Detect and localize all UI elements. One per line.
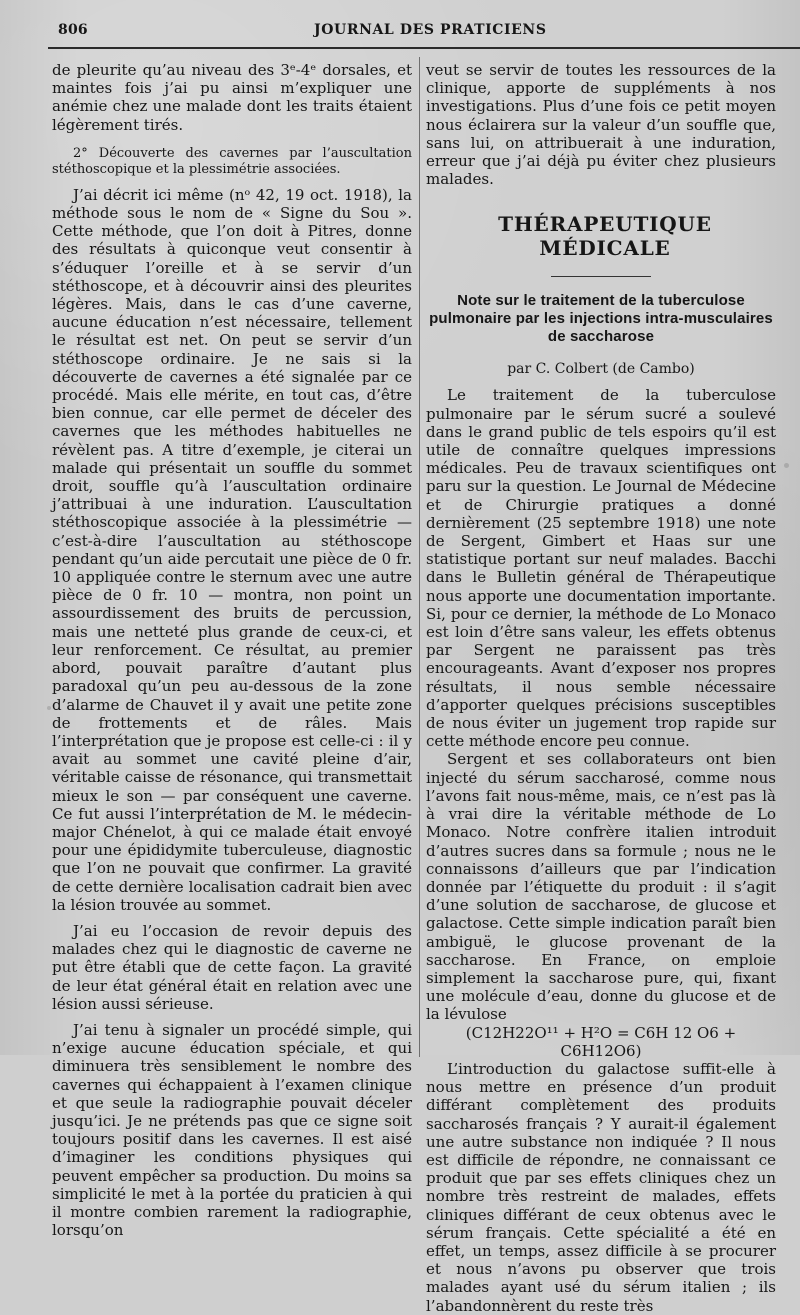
chemical-formula: (C12H22O¹¹ + H²O = C6H 12 O6 + C6H12O6) — [465, 1023, 737, 1060]
paper-spot — [47, 706, 51, 710]
method-paragraph: J’ai décrit ici même (nᵒ 42, 19 oct. 1918), la méthode sous le nom de « Signe du Sou ». Cette méthode, que l’on doit à Pitres, donne des résultats à quiconque veut consentir à s’éduquer l’oreille et à se servir d’un stéthoscope, et à découvrir ainsi des pleurites légères. Mais, dans le cas d’une caverne, aucune éducation n’est nécessaire, tellement le résultat est net. On peut se servir d’un stéthoscope ordinaire. Je ne sais si la découverte de cavernes a été signalée par ce procédé. Mais elle mérite, en tout cas, d’être bien connue, car elle permet de déceler des cavernes que les méthodes habituelles ne révèlent pas. A titre d’exemple, je citerai un malade qui présentait un souffle du sommet droit, souffle qu’à l’auscultation ordinaire j’attribuai à une induration. L’auscultation stéthoscopique associée à la plessimétrie — c’est-à-dire l’auscultation au stéthoscope pendant qu’un aide percutait une pièce de 0 fr. 10 appliquée contre le sternum avec une autre pièce de 0 fr. 10 — montra, non point un assourdissement des bruits de percussion, mais une netteté plus grande de ceux-ci, et leur renforcement. Ce résultat, au premier abord, pouvait paraître d’autant plus paradoxal qu’un peu au-dessous de la zone d’alarme de Chauvet il y avait une petite zone de frottements et de râles. Mais l’interprétation que je propose est celle-ci : il y avait au sommet une cavité pleine d’air, véritable caisse de résonance, qui transmettait mieux le son — par conséquent une caverne. Ce fut aussi l’interprétation de M. le médecin-major Chénelot, à qui ce malade était envoyé pour une épididymite tuberculeuse, diagnostic que l’on ne pouvait que confirmer. La gravité de cette dernière localisation cadrait bien avec la lésion trouvée au sommet. — [52, 185, 412, 914]
section-divider — [551, 276, 651, 277]
page-number: 806 — [58, 22, 88, 38]
page-header — [58, 22, 800, 48]
right-column — [426, 61, 776, 1315]
treatment-intro-paragraph: Le traitement de la tuberculose pulmonaire par le sérum sucré a soulevé dans le grand public de tels espoirs qu’il est utile de connaître quelques impressions médicales. Peu de travaux scientifiques ont paru sur la question. Le Journal de Médecine et de Chirurgie pratiques a donné dernièrement (25 septembre 1918) une note de Sergent, Gimbert et Haas sur une statistique portant sur neuf malades. Bacchi dans le Bulletin général de Thérapeutique nous apporte une documentation importante. Si, pour ce dernier, la méthode de Lo Monaco est loin d’être sans valeur, les effets obtenus par Sergent ne paraissent pas très encourageants. Avant d’exposer nos propres résultats, il nous semble nécessaire d’apporter quelques précisions susceptibles de nous éviter un jugement trop rapide sur cette méthode encore peu connue. — [426, 386, 776, 751]
author-byline: par C. Colbert (de Cambo) — [507, 361, 695, 378]
left-column — [52, 61, 412, 1239]
article-title: Note sur le traitement de la tuberculose pulmonaire par les injections intra-musculaires de saccharose — [429, 292, 773, 346]
paper-spot — [784, 463, 789, 468]
header-rule — [48, 47, 800, 49]
conclusion-paragraph: J’ai tenu à signaler un procédé simple, qui n’exige aucune éducation spéciale, et qui diminuera très sensiblement le nombre des cavernes qui échappaient à l’examen clinique et que seule la radiographie pouvait déceler jusqu’ici. Je ne prétends pas que ce signe soit toujours positif dans les cavernes. Il est aisé d’imaginer les conditions physiques qui peuvent empêcher sa production. Du moins sa simplicité le met à la portée du praticien à qui il montre combien rarement la radiographie, lorsqu’on — [52, 1020, 412, 1240]
serum-composition-paragraph: Sergent et ses collaborateurs ont bien injecté du sérum saccharosé, comme nous l’avons fait nous-même, mais, ce n’est pas là à vrai dire la véritable méthode de Lo Monaco. Notre confrère italien introduit d’autres sucres dans sa formule ; nous ne le connaissons d’ailleurs que par l’indication donnée par l’étiquette du produit : il s’agit d’une solution de saccharose, de glucose et galactose. Cette simple indication paraît bien ambiguë, le glucose provenant de la saccharose. En France, on emploie simplement la saccharose pure, qui, fixant une molécule d’eau, donne du glucose et de la lévulose — [426, 750, 776, 1024]
galactose-question-paragraph: L’introduction du galactose suffit-elle à nous mettre en présence d’un produit différant complètement des produits saccharosés français ? Y aurait-il également une autre substance non indiquée ? Il nous est difficile de répondre, ne connaissant ce produit que par ses effets cliniques chez un nombre très restreint de malades, effets cliniques différant de ceux obtenus avec le sérum français. Cette spécialité a été en effet, un temps, assez difficile à se procurer et nous n’avons pu observer que trois malades ayant usé du sérum italien ; ils l’abandonnèrent du reste très — [426, 1059, 776, 1315]
journal-title: JOURNAL DES PRATICIENS — [314, 22, 547, 38]
section-title: THÉRAPEUTIQUE MÉDICALE — [498, 212, 712, 261]
followup-paragraph: J’ai eu l’occasion de revoir depuis des malades chez qui le diagnostic de caverne ne put être établi que de cette façon. La gravité de leur état général était en relation avec une lésion aussi sérieuse. — [52, 921, 412, 1013]
column-divider — [419, 57, 420, 1057]
cavernes-subheading: 2° Découverte des cavernes par l’auscultation stéthoscopique et la plessimétrie associées. — [52, 145, 412, 177]
left-continuation-paragraph: de pleurite qu’au niveau des 3ᵉ-4ᵉ dorsales, et maintes fois j’ai pu ainsi m’expliquer une anémie chez une malade dont les traits étaient légèrement tirés. — [52, 61, 412, 134]
right-continuation-paragraph: veut se servir de toutes les ressources de la clinique, apporte de suppléments à nos investigations. Plus d’une fois ce petit moyen nous éclairera sur la valeur d’un souffle que, sans lui, on attribuerait à une induration, erreur que j’ai déjà pu éviter chez plusieurs malades. — [426, 61, 776, 189]
